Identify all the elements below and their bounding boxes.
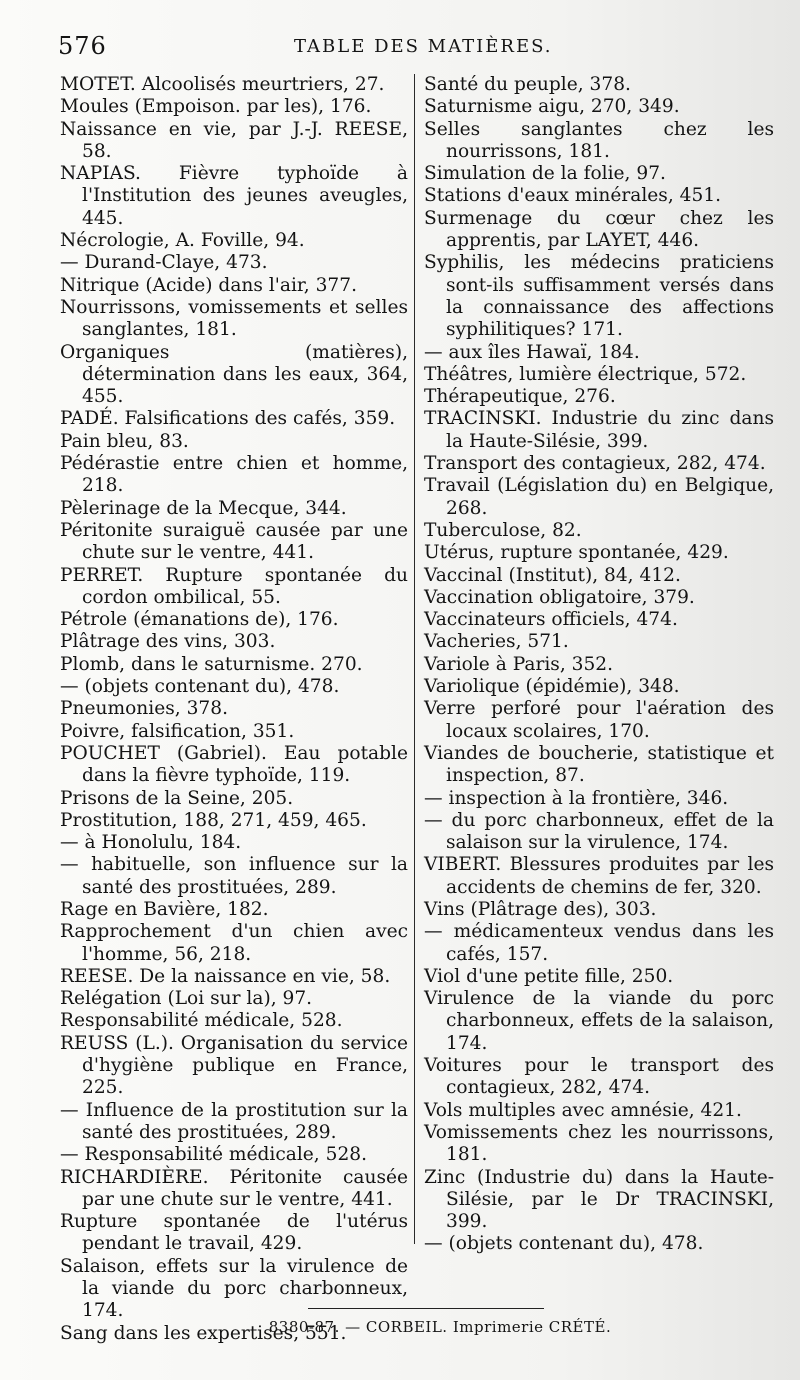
index-entry: MOTET. Alcoolisés meurtriers, 27. xyxy=(60,74,385,95)
index-entry: Rupture spontanée de l'utérus pendant le travail, 429. xyxy=(60,1211,408,1255)
index-entry: NAPIAS. Fièvre typhoïde à l'Institution des jeunes aveugles, 445. xyxy=(60,163,408,229)
index-entry: PERRET. Rupture spontanée du cordon ombilical, 55. xyxy=(60,564,408,608)
index-entry: Vomissements chez les nourrissons, 181. xyxy=(424,1121,774,1166)
column-divider xyxy=(414,74,415,1244)
page-number: 576 xyxy=(58,32,107,60)
running-title: TABLE DES MATIÈRES. xyxy=(294,36,553,57)
index-entry: Pneumonies, 378. xyxy=(60,698,228,720)
index-entry: — à Honolulu, 184. xyxy=(60,832,242,854)
index-entry: Naissance en vie, par J.-J. REESE, 58. xyxy=(60,118,408,162)
index-entry: Moules (Empoison. par les), 176. xyxy=(60,96,372,118)
index-entry: Voitures pour le transport des contagieux, 282, 474. xyxy=(424,1055,774,1099)
index-entry: VIBERT. Blessures produites par les accidents de chemins de fer, 320. xyxy=(424,854,774,898)
index-entry: Organiques (matières), détermination dans les eaux, 364, 455. xyxy=(60,341,408,408)
index-entry: REESE. De la naissance en vie, 58. xyxy=(60,965,391,987)
index-entry: Pétrole (émanations de), 176. xyxy=(60,609,339,631)
index-entry: Utérus, rupture spontanée, 429. xyxy=(424,542,729,564)
page-header xyxy=(58,32,770,62)
index-entry: Thérapeutique, 276. xyxy=(424,386,616,408)
index-entry: Virulence de la viande du porc charbonneux, effets de la salaison, 174. xyxy=(424,988,774,1054)
index-entry: Selles sanglantes chez les nourrissons, 181. xyxy=(424,118,774,162)
index-entry: — Durand-Claye, 473. xyxy=(60,252,268,274)
index-entry: Rage en Bavière, 182. xyxy=(60,898,269,920)
index-entry: Surmenage du cœur chez les apprentis, par LAYET, 446. xyxy=(424,207,774,252)
index-entry: Syphilis, les médecins praticiens sont-ils suffisamment versés dans la connaissance des affections syphilitiques? 171. xyxy=(424,252,774,341)
index-entry: Nitrique (Acide) dans l'air, 377. xyxy=(60,274,357,296)
index-entry: Verre perforé pour l'aération des locaux scolaires, 170. xyxy=(424,698,774,742)
index-entry: REUSS (L.). Organisation du service d'hygiène publique en France, 225. xyxy=(60,1032,408,1099)
printer-colophon: 8380-87. — CORBEIL. Imprimerie CRÉTÉ. xyxy=(268,1318,612,1336)
index-entry: POUCHET (Gabriel). Eau potable dans la fièvre typhoïde, 119. xyxy=(60,742,408,787)
index-entry: Nécrologie, A. Foville, 94. xyxy=(60,230,305,252)
index-entry: PADÉ. Falsifications des cafés, 359. xyxy=(60,408,396,430)
index-entry: — (objets contenant du), 478. xyxy=(424,1233,704,1255)
index-entry: RICHARDIÈRE. Péritonite causée par une chute sur le ventre, 441. xyxy=(60,1166,408,1210)
index-entry: — Responsabilité médicale, 528. xyxy=(60,1144,368,1166)
index-entry: — médicamenteux vendus dans les cafés, 157. xyxy=(424,921,774,965)
index-entry: Stations d'eaux minérales, 451. xyxy=(424,185,722,207)
index-entry: Prostitution, 188, 271, 459, 465. xyxy=(60,809,367,831)
index-entry: TRACINSKI. Industrie du zinc dans la Haute-Silésie, 399. xyxy=(424,408,774,452)
index-entry: Viol d'une petite fille, 250. xyxy=(424,965,674,987)
index-entry: Pèlerinage de la Mecque, 344. xyxy=(60,497,347,519)
footer-rule xyxy=(308,1308,544,1309)
index-entry: Nourrissons, vomissements et selles sanglantes, 181. xyxy=(60,296,408,341)
index-entry: Viandes de boucherie, statistique et inspection, 87. xyxy=(424,742,774,787)
index-entry: Prisons de la Seine, 205. xyxy=(60,787,294,809)
index-entry: Transport des contagieux, 282, 474. xyxy=(424,453,766,475)
index-entry: Travail (Législation du) en Belgique, 268. xyxy=(424,475,774,519)
index-entry: Pédérastie entre chien et homme, 218. xyxy=(60,453,408,497)
index-entry: Rapprochement d'un chien avec l'homme, 56, 218. xyxy=(60,921,408,965)
index-entry: Sang dans les expertises, 551. xyxy=(60,1322,347,1344)
index-entry: Simulation de la folie, 97. xyxy=(424,163,666,185)
index-entry: — inspection à la frontière, 346. xyxy=(424,787,729,809)
index-entry: — habituelle, son influence sur la santé des prostituées, 289. xyxy=(60,854,408,898)
index-entry: Plâtrage des vins, 303. xyxy=(60,631,276,653)
index-entry: — aux îles Hawaï, 184. xyxy=(424,341,640,363)
index-entry: Vacheries, 571. xyxy=(424,631,569,653)
index-entry: Tuberculose, 82. xyxy=(424,519,582,541)
index-entry: Vaccinateurs officiels, 474. xyxy=(424,609,678,631)
index-entry: Pain bleu, 83. xyxy=(60,430,189,452)
index-entry: Variole à Paris, 352. xyxy=(424,653,614,675)
index-entry: Vins (Plâtrage des), 303. xyxy=(424,898,657,920)
index-entry: Théâtres, lumière électrique, 572. xyxy=(424,363,747,385)
index-entry: Responsabilité médicale, 528. xyxy=(60,1010,343,1032)
index-entry: Variolique (épidémie), 348. xyxy=(424,676,680,698)
index-entry: Salaison, effets sur la virulence de la viande du porc charbonneux, 174. xyxy=(60,1255,408,1322)
index-entry: Relégation (Loi sur la), 97. xyxy=(60,988,313,1010)
index-entry: Vaccination obligatoire, 379. xyxy=(424,586,695,608)
index-entry: Zinc (Industrie du) dans la Haute-Silésie, par le Dr TRACINSKI, 399. xyxy=(424,1166,774,1233)
index-entry: Saturnisme aigu, 270, 349. xyxy=(424,96,680,118)
index-entry: — (objets contenant du), 478. xyxy=(60,676,340,698)
index-entry: Vaccinal (Institut), 84, 412. xyxy=(424,564,681,586)
index-entry: Vols multiples avec amnésie, 421. xyxy=(424,1099,742,1121)
index-entry: Péritonite suraiguë causée par une chute sur le ventre, 441. xyxy=(60,519,408,564)
index-entry: — Influence de la prostitution sur la santé des prostituées, 289. xyxy=(60,1099,408,1143)
index-entry: Plomb, dans le saturnisme. 270. xyxy=(60,653,363,675)
index-entry: — du porc charbonneux, effet de la salaison sur la virulence, 174. xyxy=(424,809,774,854)
index-right-column xyxy=(424,74,774,1256)
index-entry: Poivre, falsification, 351. xyxy=(60,720,295,742)
index-entry: Santé du peuple, 378. xyxy=(424,74,631,95)
index-left-column xyxy=(60,74,408,1345)
